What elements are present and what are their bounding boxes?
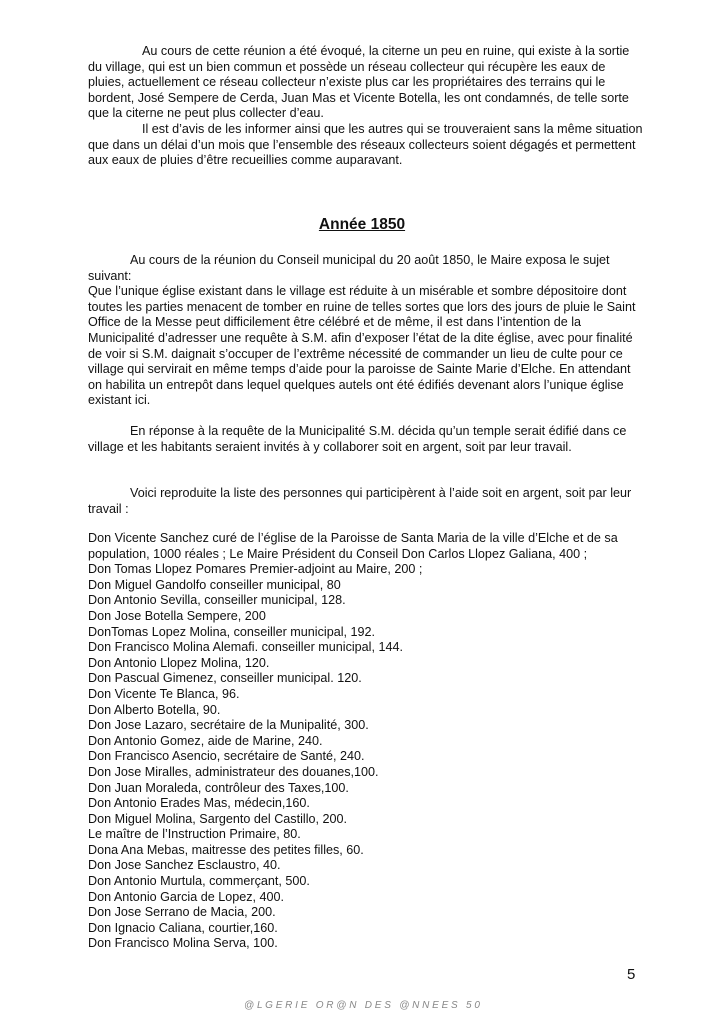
list-item: Don Antonio Murtula, commerçant, 500. bbox=[88, 874, 310, 889]
list-item: Don Jose Sanchez Esclaustro, 40. bbox=[88, 858, 281, 873]
list-item: Don Miguel Gandolfo conseiller municipal, 80 bbox=[88, 577, 341, 592]
list-item: Don Antonio Gomez, aide de Marine, 240. bbox=[88, 733, 323, 748]
list-item: Don Jose Serrano de Macia, 200. bbox=[88, 905, 276, 920]
paragraph-cistern: Au cours de cette réunion a été évoqué, la citerne un peu en ruine, qui existe à la sortie du village, qui est un bien commun et possède un réseau collecteur qui récupère les eaux de pluies, actuellement ce réseau collecteur n’existe plus car les propriétaires des terrains qui le bordent, José Sempere de Cerda, Juan Mas et Vicente Botella, les ont condamnés, de telle sorte que la citerne ne peut plus collecter d’eau. bbox=[88, 44, 630, 121]
list-item: Don Antonio Erades Mas, médecin,160. bbox=[88, 796, 310, 811]
list-item: Don Jose Lazaro, secrétaire de la Munipalité, 300. bbox=[88, 718, 369, 733]
list-item: Don Francisco Molina Alemafi. conseiller municipal, 144. bbox=[88, 640, 403, 655]
list-item: Don Antonio Sevilla, conseiller municipal, 128. bbox=[88, 593, 346, 608]
list-item: Don Antonio Garcia de Lopez, 400. bbox=[88, 889, 285, 904]
list-item: Don Antonio Llopez Molina, 120. bbox=[88, 655, 270, 670]
paragraph-response: En réponse à la requête de la Municipalité S.M. décida qu’un temple serait édifié dans ce village et les habitants seraient invités à y collaborer soit en argent, soit par leur travail. bbox=[88, 424, 627, 454]
list-item: Don Juan Moraleda, contrôleur des Taxes,100. bbox=[88, 780, 349, 795]
donor-list bbox=[88, 531, 644, 952]
paragraph-opinion: Il est d’avis de les informer ainsi que les autres qui se trouveraient sans la même situation que dans un délai d’un mois que l’ensemble des réseaux collecteurs soient dégagés et permettent aux eaux de pluies d’être recueillies comme auparavant. bbox=[88, 121, 643, 168]
list-item: Don Pascual Gimenez, conseiller municipal. 120. bbox=[88, 671, 362, 686]
list-item: Don Miguel Molina, Sargento del Castillo, 200. bbox=[88, 811, 348, 826]
paragraph-church: Que l’unique église existant dans le village est réduite à un misérable et sombre dépositoire dont toutes les parties menacent de tomber en ruine de telles sortes que lors des jours de pluie le Saint Office de la Messe peut difficilement être célébré et de même, il est dans l’intention de la Municipalité d’adresser une requête à S.M. afin d’exposer l’état de la dite église, avec pour finalité de voir si S.M. daignait s’occuper de l’extrême nécessité de commander un lieu de culte pour ce village qui servirait en même temps d’aide pour la paroisse de Sainte Marie d’Elche. En attendant on habilita un entrepôt dans lequel quelques autels ont été édifiés devenant alors l’unique église existant ici. bbox=[88, 284, 636, 408]
list-item: Dona Ana Mebas, maitresse des petites filles, 60. bbox=[88, 842, 364, 857]
meeting-block bbox=[88, 253, 644, 409]
list-item: Don Vicente Sanchez curé de l’église de la Paroisse de Santa Maria de la ville d’Elche et de sa population, 1000 réales ; Le Maire Président du Conseil Don Carlos Llopez Galiana, 400 ; bbox=[88, 531, 618, 561]
paragraph-list-intro: Voici reproduite la liste des personnes qui participèrent à l’aide soit en argent, soit par leur travail : bbox=[88, 486, 632, 516]
page-number: 5 bbox=[627, 966, 636, 983]
list-item: DonTomas Lopez Molina, conseiller municipal, 192. bbox=[88, 624, 376, 639]
list-item: Don Jose Miralles, administrateur des douanes,100. bbox=[88, 764, 379, 779]
paragraph-meeting: Au cours de la réunion du Conseil municipal du 20 août 1850, le Maire exposa le sujet suivant: bbox=[88, 253, 610, 283]
section-heading: Année 1850 bbox=[318, 216, 406, 233]
list-item: Don Francisco Asencio, secrétaire de Santé, 240. bbox=[88, 749, 365, 764]
list-item: Le maître de l’Instruction Primaire, 80. bbox=[88, 827, 301, 842]
list-item: Don Tomas Llopez Pomares Premier-adjoint au Maire, 200 ; bbox=[88, 562, 423, 577]
intro-block bbox=[88, 44, 644, 169]
list-item: Don Vicente Te Blanca, 96. bbox=[88, 686, 240, 701]
list-item: Don Ignacio Caliana, courtier,160. bbox=[88, 920, 278, 935]
list-item: Don Francisco Molina Serva, 100. bbox=[88, 936, 278, 951]
list-intro-block bbox=[88, 486, 644, 517]
list-item: Don Alberto Botella, 90. bbox=[88, 702, 221, 717]
list-item: Don Jose Botella Sempere, 200 bbox=[88, 608, 266, 623]
response-block bbox=[88, 424, 644, 455]
footer-watermark: @ L G E R I E O R @ N D E S @ N N E E S 5 0 bbox=[244, 1000, 480, 1011]
